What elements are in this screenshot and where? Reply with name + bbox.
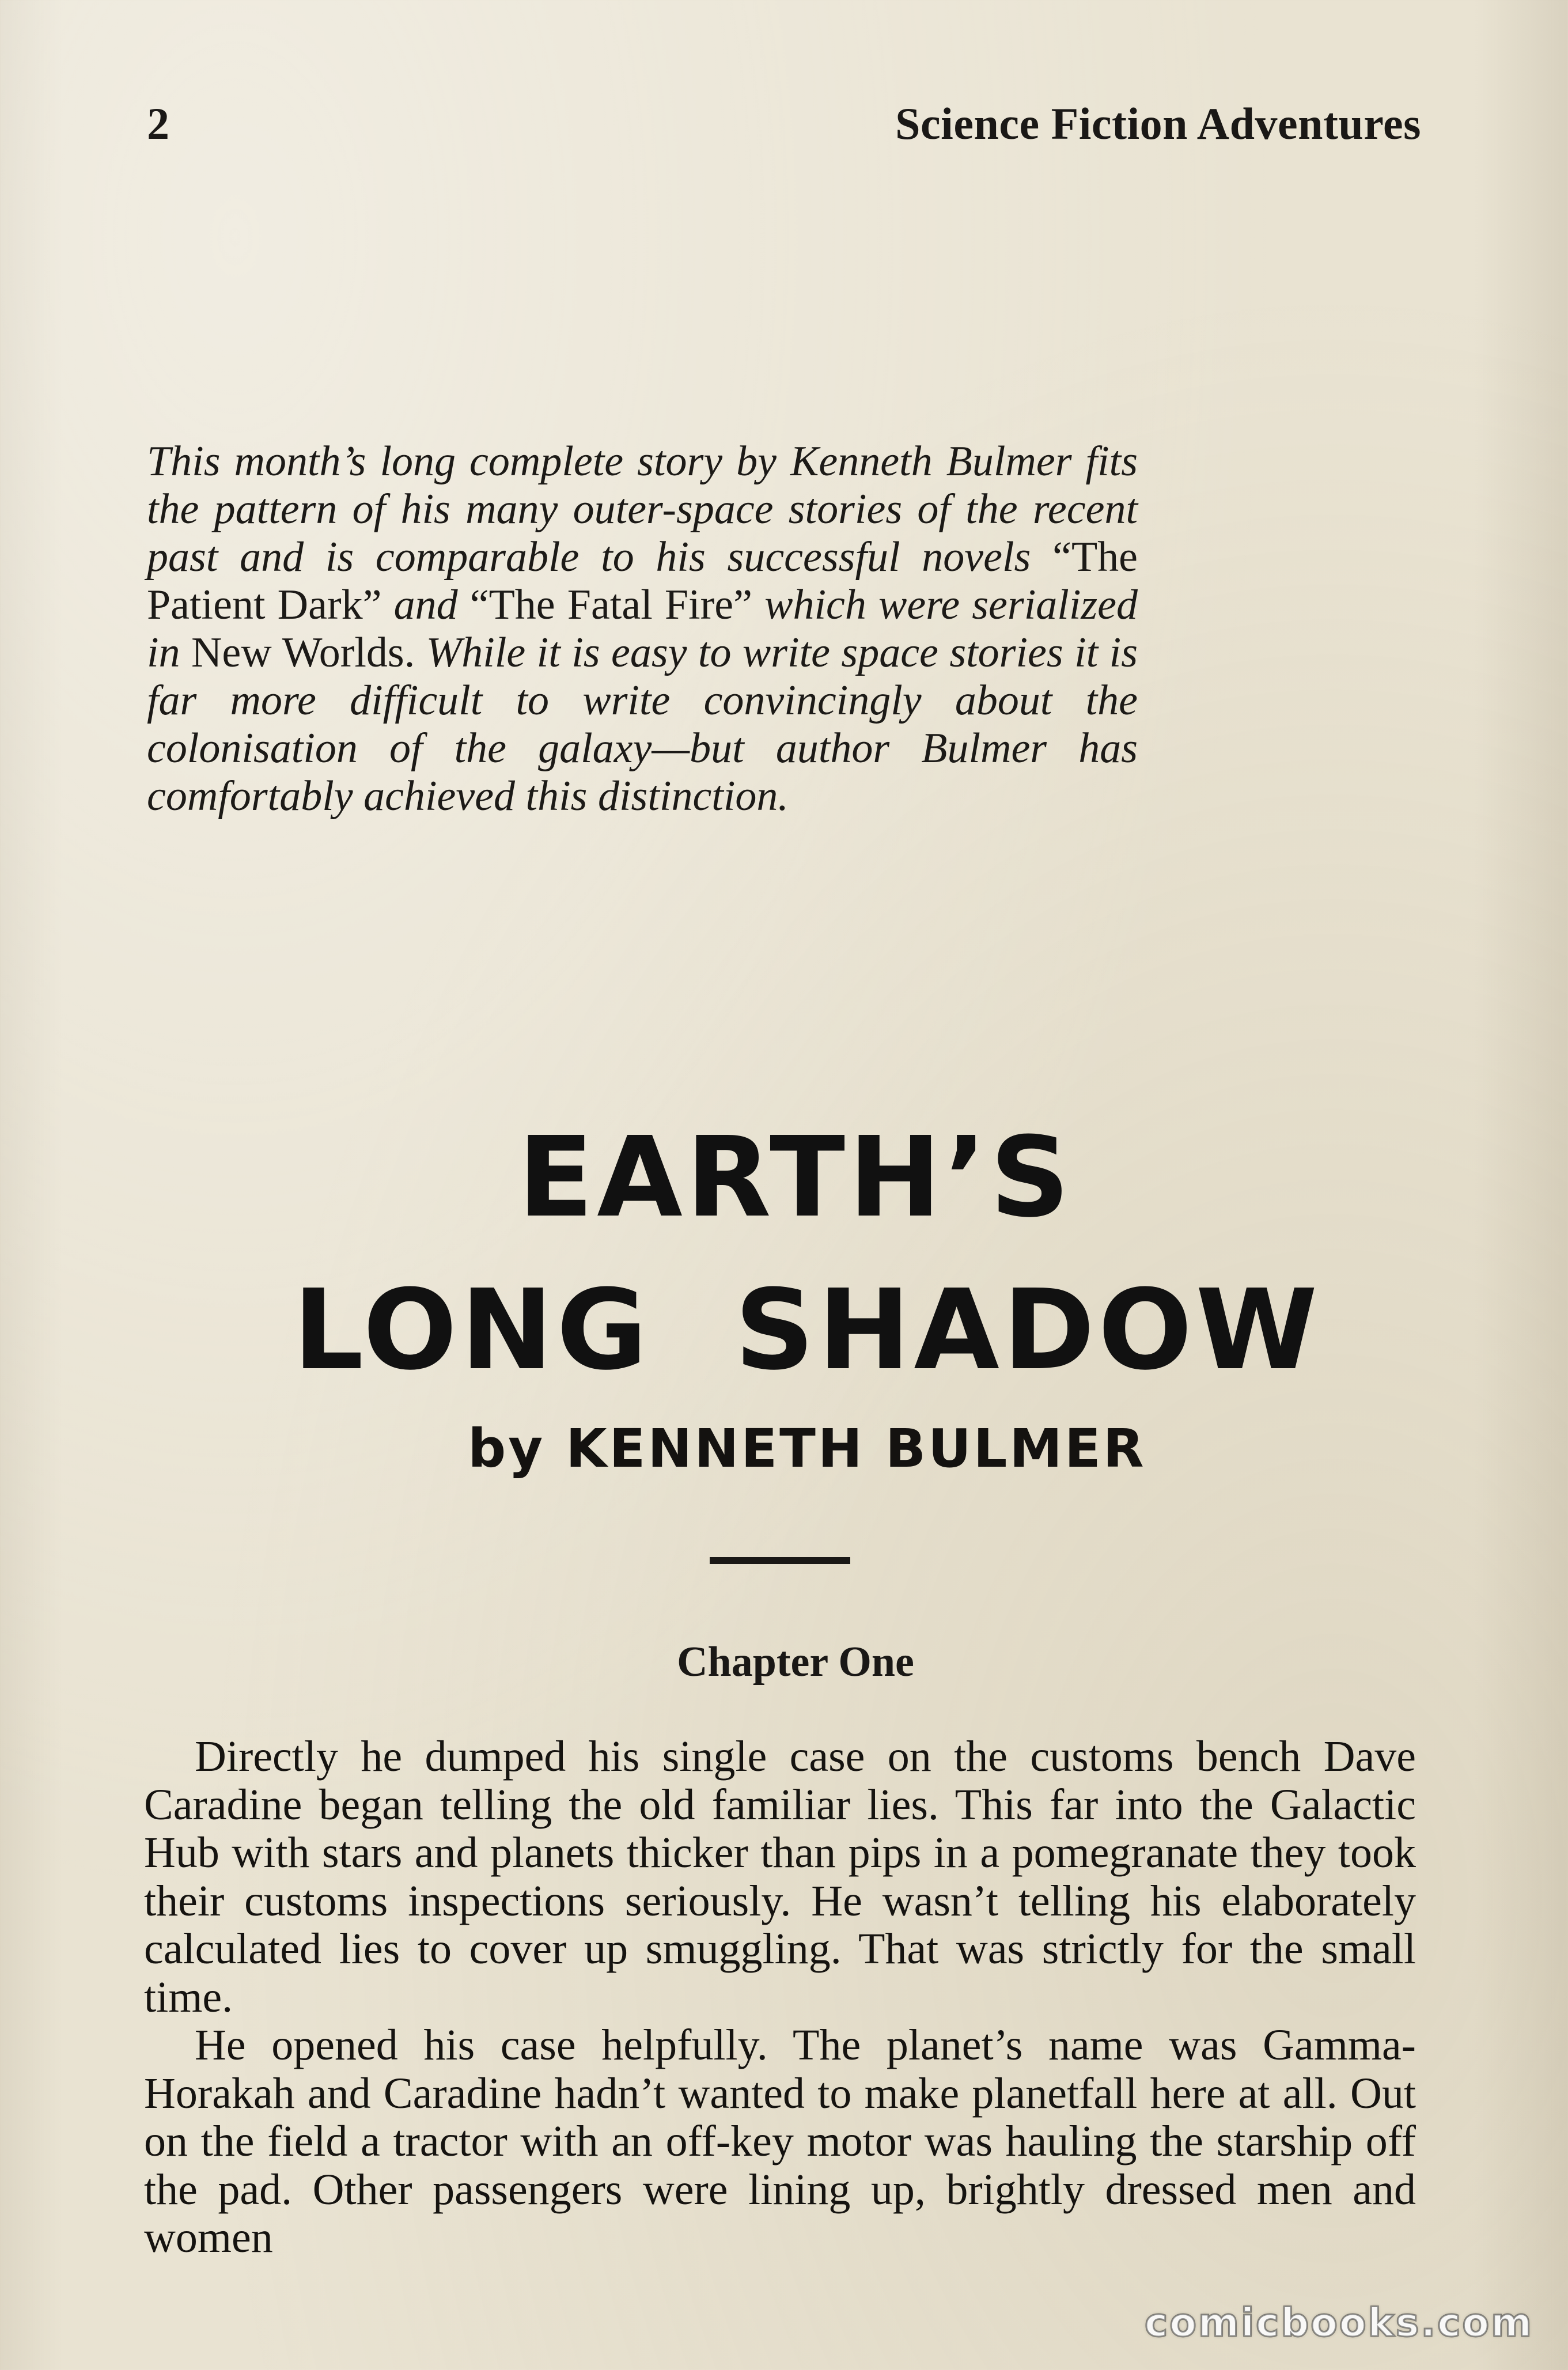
story-title-line-2: LONG SHADOW [293,1266,1321,1395]
intro-text: This month’s long complete story by Kenneth Bulmer fits the pattern of his many outer-space stories of the recent past and is comparable to his successful novels [147,438,1138,581]
title-divider [710,1557,850,1564]
body-paragraph: He opened his case helpfully. The planet’s name was Gamma-Horakah and Caradine hadn’t wanted to make planetfall here at all. Out on the field a tractor with an off-key motor was hauling the starship off the pad. Other passengers were lining up, brightly dressed men and women [144,2021,1416,2262]
page-number: 2 [147,99,169,149]
chapter-heading: Chapter One [677,1638,914,1686]
editorial-intro [147,438,1138,820]
watermark-logo: comicbooks.com [1144,2300,1533,2346]
author-byline: by KENNETH BULMER [468,1418,1146,1479]
running-title: Science Fiction Adventures [895,99,1421,149]
intro-magazine-title: New Worlds. [191,629,415,676]
intro-text: which were serialized in [147,581,1138,676]
body-paragraph: Directly he dumped his single case on the customs bench Dave Caradine began telling the old familiar lies. This far into the Galactic Hub with stars and planets thicker than pips in a pomegranate they took their customs inspections seriously. He wasn’t telling his elaborately calculated lies to cover up smuggling. That was strictly for the small time. [144,1732,1416,2021]
intro-novel-title: “The Patient Dark” [147,533,1138,629]
intro-text: While it is easy to write space stories it is far more difficult to write convincingly about the colonisation of the galaxy—but author Bulmer has comfortably achieved this distinction. [147,629,1138,820]
story-title-line-1: EARTH’S [518,1114,1073,1242]
story-body [144,1733,1416,2262]
intro-novel-title: “The Fatal Fire” [469,581,752,629]
intro-text: and [381,581,470,629]
running-header [147,98,1421,161]
